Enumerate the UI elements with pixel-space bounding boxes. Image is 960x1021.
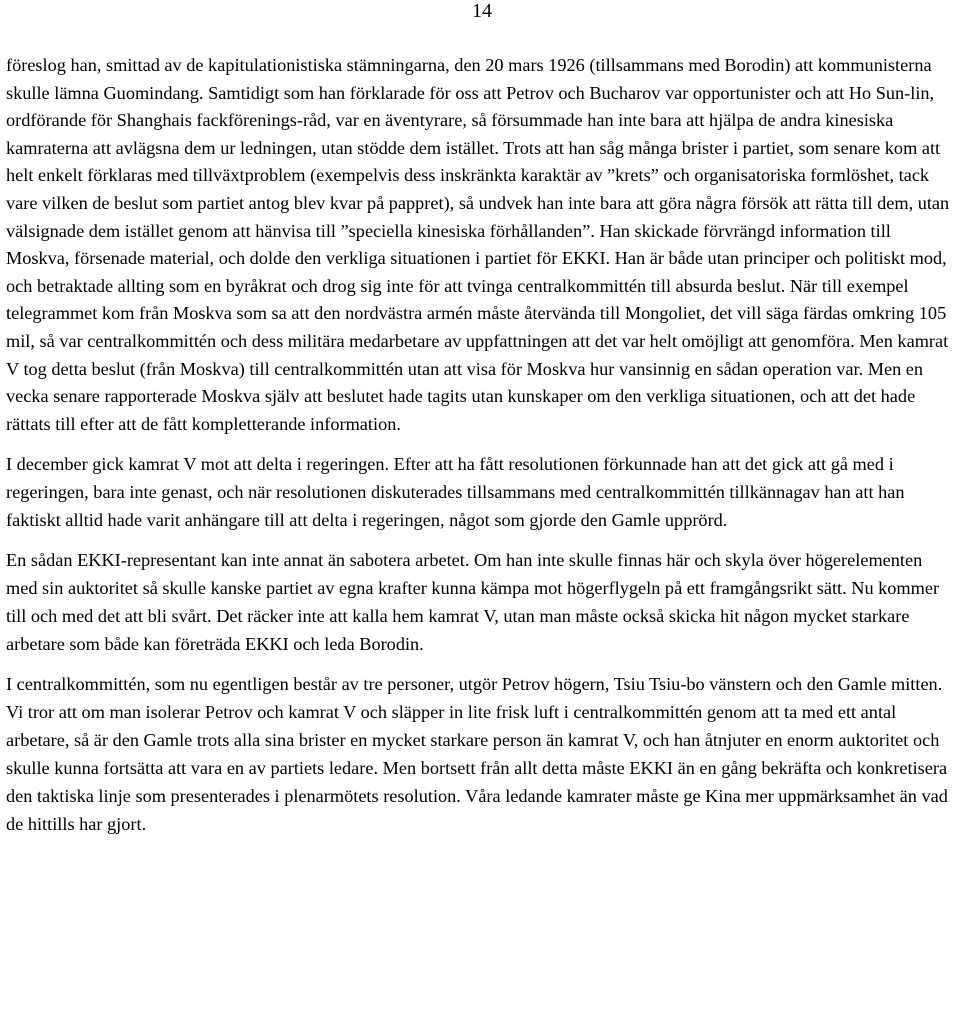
page-number: 14: [472, 0, 492, 22]
document-body: [6, 52, 950, 850]
paragraph-1: föreslog han, smittad av de kapitulationistiska stämningarna, den 20 mars 1926 (tillsammans med Borodin) att kommunisterna skulle lämna Guomindang. Samtidigt som han förklarade för oss att Petrov och Bucharov var opportunister och att Ho Sun-lin, ordförande för Shanghais fackförenings-råd, var en äventyrare, så försummade han inte bara att hjälpa de andra kinesiska kamraterna att avlägsna dem ur ledningen, utan stödde dem istället. Trots att han såg många brister i partiet, som senare kom att helt enkelt förklaras med tillväxtproblem (exempelvis dess inskränkta karaktär av ”krets” och organisatoriska formlöshet, tack vare vilken de beslut som partiet antog blev kvar på pappret), så undvek han inte bara att göra några försök att rätta till dem, utan välsignade dem istället genom att hänvisa till ”speciella kinesiska förhållanden”. Han skickade förvrängd information till Moskva, försenade material, och dolde den verkliga situationen i partiet för EKKI. Han är både utan principer och politiskt mod, och betraktade allting som en byråkrat och drog sig inte för att tvinga centralkommittén till absurda beslut. När till exempel telegrammet kom från Moskva som sa att den nordvästra armén måste återvända till Mongoliet, det vill säga färdas omkring 105 mil, så var centralkommittén och dess militära medarbetare av uppfattningen att det var helt omöjligt att genomföra. Men kamrat V tog detta beslut (från Moskva) till centralkommittén utan att visa för Moskva hur vansinnig en sådan operation var. Men en vecka senare rapporterade Moskva själv att beslutet hade tagits utan kunskaper om den verkliga situationen, och att det hade rättats till efter att de fått kompletterande information.: [6, 55, 950, 434]
paragraph-3: En sådan EKKI-representant kan inte annat än sabotera arbetet. Om han inte skulle finnas här och skyla över högerelementen med sin auktoritet så skulle kanske partiet av egna krafter kunna kämpa mot högerflygeln på ett framgångsrikt sätt. Nu kommer till och med det att bli svårt. Det räcker inte att kalla hem kamrat V, utan man måste också skicka hit någon mycket starkare arbetare som både kan företräda EKKI och leda Borodin.: [6, 550, 940, 655]
paragraph-4: I centralkommittén, som nu egentligen består av tre personer, utgör Petrov högern, Tsiu Tsiu-bo vänstern och den Gamle mitten. Vi tror att om man isolerar Petrov och kamrat V och släpper in lite frisk luft i centralkommittén genom att ta med ett antal arbetare, så är den Gamle trots alla sina brister en mycket starkare person än kamrat V, och han åtnjuter en enorm auktoritet och skulle kunna fortsätta att vara en av partiets ledare. Men bortsett från allt detta måste EKKI än en gång bekräfta och konkretisera den taktiska linje som presenterades i plenarmötets resolution. Våra ledande kamrater måste ge Kina mer uppmärksamhet än vad de hittills har gjort.: [6, 674, 948, 835]
paragraph-2: I december gick kamrat V mot att delta i regeringen. Efter att ha fått resolutionen förkunnade han att det gick att gå med i regeringen, bara inte genast, och när resolutionen diskuterades tillsammans med centralkommittén tillkännagav han att han faktiskt alltid hade varit anhängare till att delta i regeringen, något som gjorde den Gamle upprörd.: [6, 454, 905, 531]
